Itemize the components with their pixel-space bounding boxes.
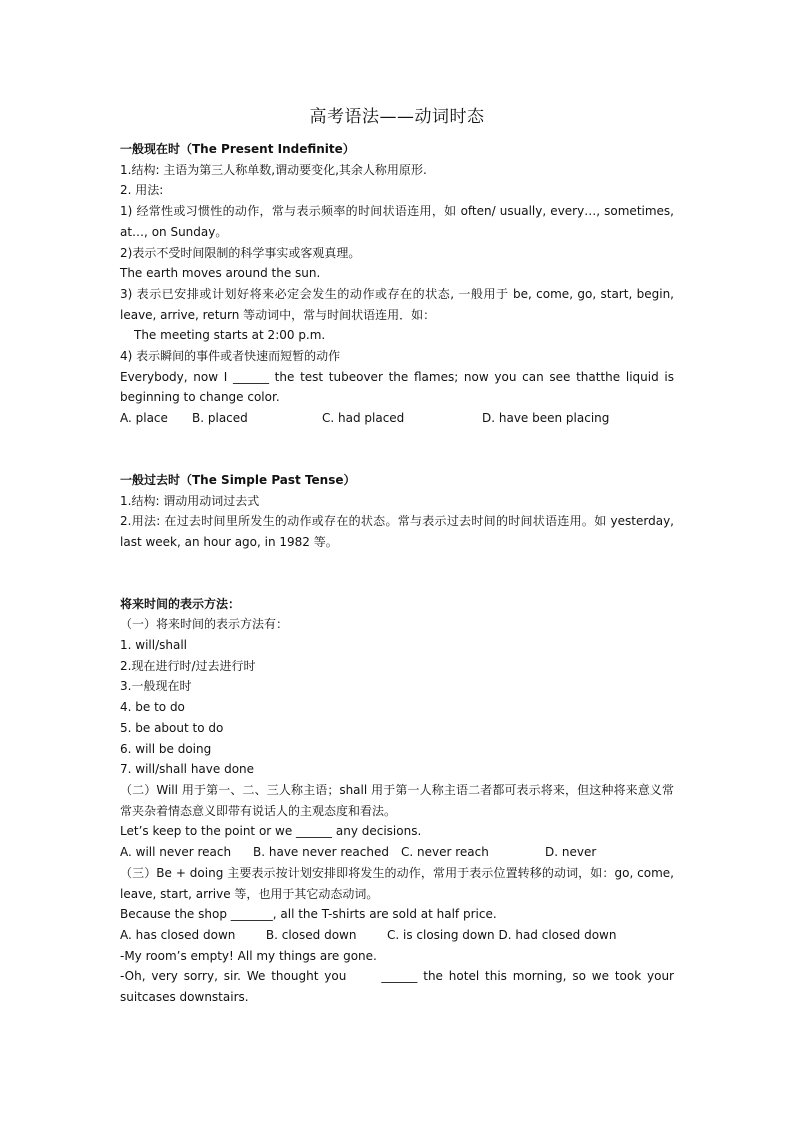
option-c: C. never reach: [401, 845, 489, 860]
dialogue-line: -Oh, very sorry, sir. We thought you ______ the hotel this morning, so we took your suitcases downstairs.: [120, 969, 678, 1005]
section-heading-simple-past: 一般过去时（The Simple Past Tense）: [120, 472, 356, 487]
option-a: A. will never reach: [120, 845, 232, 860]
dialogue-line: -My room’s empty! All my things are gone.: [120, 948, 377, 963]
exercise-question: Everybody, now I ______ the test tubeover the flames; now you can see thatthe liquid is beginning to change color.: [120, 369, 678, 405]
option-d: D. have been placing: [482, 411, 610, 426]
option-b: B. placed: [192, 411, 248, 426]
list-item: 2.现在进行时/过去进行时: [120, 658, 256, 673]
example-sentence: The meeting starts at 2:00 p.m.: [134, 328, 326, 343]
list-item: 3.一般现在时: [120, 679, 192, 694]
paragraph: 2)表示不受时间限制的科学事实或客观真理。: [120, 245, 361, 260]
paragraph: 1) 经常性或习惯性的动作，常与表示频率的时间状语连用，如 often/ usually, every…, sometimes, at…, on Sunday。: [120, 204, 678, 239]
paragraph: 1.结构: 主语为第三人称单数,谓动要变化,其余人称用原形.: [120, 162, 427, 177]
option-a: A. place: [120, 411, 168, 426]
option-c: C. had placed: [322, 411, 405, 426]
list-item: 6. will be doing: [120, 741, 212, 756]
list-item: 4. be to do: [120, 700, 185, 715]
section-heading-present-indefinite: 一般现在时（The Present Indefinite）: [120, 142, 355, 156]
exercise-question: Let’s keep to the point or we ______ any decisions.: [120, 824, 422, 839]
exercise-question: Because the shop _______, all the T-shirts are sold at half price.: [120, 907, 497, 922]
paragraph: （一）将来时间的表示方法有：: [120, 617, 289, 632]
paragraph: 2.用法: 在过去时间里所发生的动作或存在的状态。常与表示过去时间的时间状语连用。如 yesterday, last week, an hour ago, in 1982 等。: [120, 514, 678, 549]
paragraph: （三）Be + doing 主要表示按计划安排即将发生的动作，常用于表示位置转移的动词，如：go, come, leave, start, arrive 等，也用于其它动态动词。: [120, 865, 678, 901]
paragraph: 3) 表示已安排或计划好将来必定会发生的动作或存在的状态, 一般用于 be, come, go, start, begin, leave, arrive, return 等动词中，常与时间状语连用．如：: [120, 286, 678, 322]
paragraph: 1.结构: 谓动用动词过去式: [120, 493, 260, 508]
paragraph: （二）Will 用于第一、二、三人称主语；shall 用于第一人称主语二者都可表示将来，但这种将来意义常常夹杂着情态意义即带有说话人的主观态度和看法。: [120, 782, 674, 818]
paragraph: 2. 用法:: [120, 183, 164, 198]
answer-options: A. has closed down B. closed down C. is closing down D. had closed down: [120, 927, 617, 942]
answer-options: [120, 842, 674, 863]
list-item: 7. will/shall have done: [120, 762, 255, 777]
section-heading-future: 将来时间的表示方法：: [120, 596, 241, 611]
list-item: 1. will/shall: [120, 638, 188, 653]
answer-options: [120, 408, 674, 429]
document-title: 高考语法——动词时态: [309, 107, 485, 127]
paragraph: 4) 表示瞬间的事件或者快速而短暂的动作: [120, 349, 341, 364]
option-d: D. never: [545, 845, 597, 860]
document-body: [120, 139, 678, 1008]
example-sentence: The earth moves around the sun.: [120, 266, 321, 281]
list-item: 5. be about to do: [120, 720, 224, 735]
option-b: B. have never reached: [253, 845, 389, 860]
